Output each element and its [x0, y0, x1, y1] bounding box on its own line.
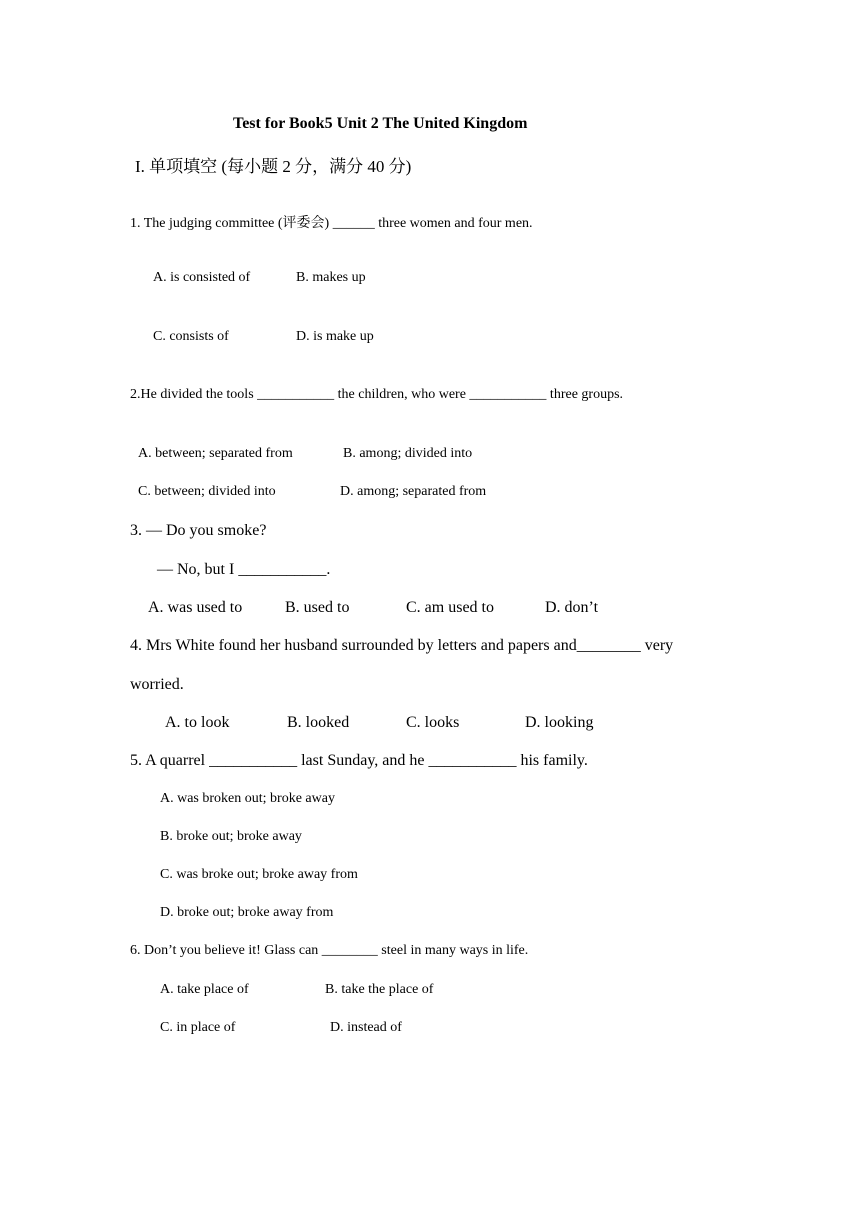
question-4-option-d: D. looking	[525, 714, 594, 731]
question-3-option-c: C. am used to	[406, 599, 494, 616]
question-3-option-a: A. was used to	[148, 599, 243, 616]
question-6-option-b: B. take the place of	[325, 982, 434, 997]
section-heading: I. 单项填空 (每小题 2 分，满分 40 分)	[135, 157, 412, 176]
question-6-option-d: D. instead of	[330, 1020, 402, 1035]
question-4-option-a: A. to look	[165, 714, 230, 731]
question-3-option-d: D. don’t	[545, 599, 599, 616]
question-4-stem: 4. Mrs White found her husband surrounded by letters and papers and________ very	[130, 637, 674, 654]
question-4-option-b: B. looked	[287, 714, 350, 731]
question-1-option-c: C. consists of	[153, 329, 229, 344]
question-1-option-a: A. is consisted of	[153, 270, 251, 285]
question-6-option-c: C. in place of	[160, 1020, 236, 1035]
question-2-option-c: C. between; divided into	[138, 484, 276, 499]
page-title: Test for Book5 Unit 2 The United Kingdom	[233, 115, 528, 132]
question-5-option-c: C. was broke out; broke away from	[160, 867, 358, 882]
question-5-option-b: B. broke out; broke away	[160, 829, 302, 844]
question-5-option-a: A. was broken out; broke away	[160, 791, 335, 806]
question-4-stem-continued: worried.	[130, 676, 184, 693]
question-3-stem: 3. — Do you smoke?	[130, 522, 267, 539]
question-5-stem: 5. A quarrel ___________ last Sunday, and he ___________ his family.	[130, 752, 588, 769]
question-6-option-a: A. take place of	[160, 982, 249, 997]
question-2-option-a: A. between; separated from	[138, 446, 293, 461]
question-1-option-b: B. makes up	[296, 270, 366, 285]
question-3-option-b: B. used to	[285, 599, 350, 616]
question-1-stem: 1. The judging committee (评委会) ______ three women and four men.	[130, 216, 533, 231]
question-5-option-d: D. broke out; broke away from	[160, 905, 334, 920]
question-3-reply: — No, but I ___________.	[157, 561, 331, 578]
question-2-option-d: D. among; separated from	[340, 484, 487, 499]
question-4-option-c: C. looks	[406, 714, 460, 731]
question-6-stem: 6. Don’t you believe it! Glass can ________ steel in many ways in life.	[130, 943, 529, 958]
question-2-option-b: B. among; divided into	[343, 446, 473, 461]
question-2-stem: 2.He divided the tools ___________ the children, who were ___________ three groups.	[130, 387, 624, 402]
question-1-option-d: D. is make up	[296, 329, 374, 344]
